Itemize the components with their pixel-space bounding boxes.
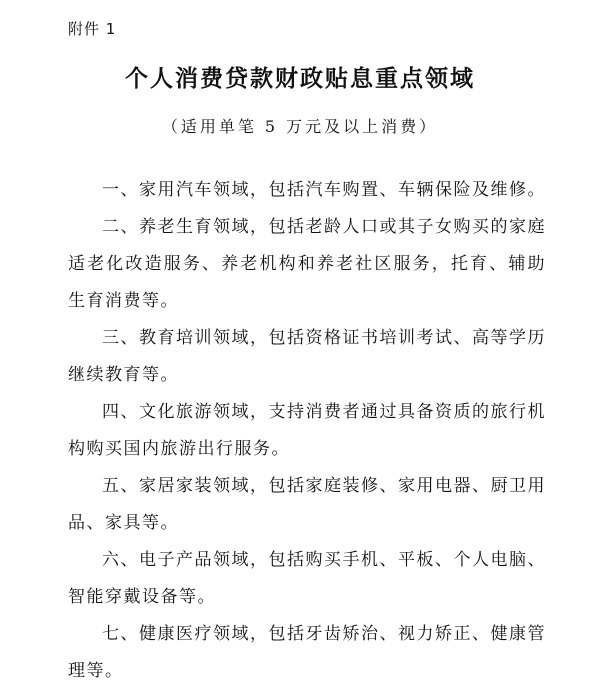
paragraph-4: 四、文化旅游领域，支持消费者通过具备资质的旅行机构购买国内旅游出行服务。	[68, 402, 546, 459]
paragraph-3: 三、教育培训领域，包括资格证书培训考试、高等学历继续教育等。	[68, 328, 546, 385]
document-subtitle: （适用单笔 5 万元及以上消费）	[161, 117, 439, 136]
paragraph-5: 五、家居家装领域，包括家庭装修、家用电器、厨卫用品、家具等。	[68, 476, 546, 533]
paragraph-1: 一、家用汽车领域，包括汽车购置、车辆保险及维修。	[102, 180, 546, 200]
attachment-label: 附件 1	[68, 20, 117, 38]
paragraph-7: 七、健康医疗领域，包括牙齿矫治、视力矫正、健康管理等。	[68, 624, 546, 681]
document-title: 个人消费贷款财政贴息重点领域	[125, 65, 475, 92]
paragraph-6: 六、电子产品领域，包括购买手机、平板、个人电脑、智能穿戴设备等。	[68, 550, 546, 607]
document-body	[68, 172, 546, 690]
paragraph-2: 二、养老生育领域，包括老龄人口或其子女购买的家庭适老化改造服务、养老机构和养老社区服务，托育、辅助生育消费等。	[68, 217, 546, 311]
